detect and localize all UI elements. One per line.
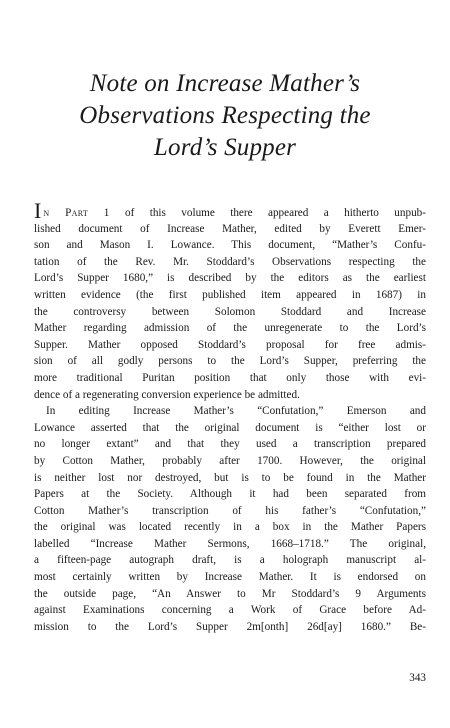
paragraph-2-line: against Examinations concerning a Work of Grace before Ad-	[34, 604, 426, 617]
paragraph-2-line: the original was located recently in a box in the Mather Papers	[34, 521, 426, 534]
paragraph-1-line-1	[34, 198, 426, 223]
paragraph-1-line: sion of all godly persons to the Lord’s Supper, preferring the	[34, 355, 426, 368]
paragraph-2-line: mission to the Lord’s Supper 2m[onth] 26d[ay] 1680.” Be-	[34, 620, 426, 633]
paragraph-1-line: Mather regarding admission of the unregenerate to the Lord’s	[34, 322, 426, 335]
page-number: 343	[409, 672, 426, 684]
paragraph-2-line: most certainly written by Increase Mather. It is endorsed on	[34, 571, 426, 584]
paragraph-2-line: In editing Increase Mather’s “Confutation,” Emerson and	[46, 405, 426, 418]
paragraph-2-line: Cotton Mather’s transcription of his father’s “Confutation,”	[34, 504, 426, 517]
page-title	[40, 68, 410, 164]
paragraph-1	[34, 198, 426, 403]
paragraph-2	[34, 403, 426, 635]
paragraph-1-line: son and Mason I. Lowance. This document, “Mather’s Confu-	[34, 239, 426, 252]
paragraph-1-line: the controversy between Solomon Stoddard and Increase	[34, 305, 426, 318]
paragraph-1-line: lished document of Increase Mather, edited by Everett Emer-	[34, 222, 426, 235]
title-line-3: Lord’s Supper	[153, 134, 297, 161]
title-line-1: Note on Increase Mather’s	[89, 70, 361, 97]
paragraph-1-line: dence of a regenerating conversion experience be admitted.	[34, 388, 300, 401]
opening-small-caps: n Part 1	[43, 207, 110, 219]
paragraph-2-line: Papers at the Society. Although it had been separated from	[34, 488, 426, 501]
body-text	[34, 198, 426, 635]
paragraph-1-line: written evidence (the first published item appeared in 1687) in	[34, 288, 426, 301]
paragraph-1-line: Supper. Mather opposed Stoddard’s proposal for free admis-	[34, 338, 426, 351]
paragraph-2-line: no longer extant” and that they used a transcription prepared	[34, 438, 426, 451]
paragraph-2-line: Lowance asserted that the original document is “either lost or	[34, 421, 426, 434]
paragraph-2-line: labelled “Increase Mather Sermons, 1668–1718.” The original,	[34, 537, 426, 550]
title-line-2: Observations Respecting the	[79, 102, 371, 129]
paragraph-2-line: is neither lost nor destroyed, but is to be found in the Mather	[34, 471, 426, 484]
paragraph-2-line: the outside page, “An Answer to Mr Stoddard’s 9 Arguments	[34, 587, 426, 600]
paragraph-2-line: a fifteen-page autograph draft, is a holograph manuscript al-	[34, 554, 426, 567]
paragraph-1-line: more traditional Puritan position that only those with evi-	[34, 371, 426, 384]
paragraph-1-line: tation of the Rev. Mr. Stoddard’s Observations respecting the	[34, 255, 426, 268]
paragraph-2-line: by Cotton Mather, probably after 1700. However, the original	[34, 454, 426, 467]
paragraph-1-line: Lord’s Supper 1680,” is described by the editors as the earliest	[34, 272, 426, 285]
paragraph-1-line-1-text: of this volume there appeared a hitherto unpub-	[109, 207, 426, 219]
drop-cap: I	[34, 198, 42, 223]
